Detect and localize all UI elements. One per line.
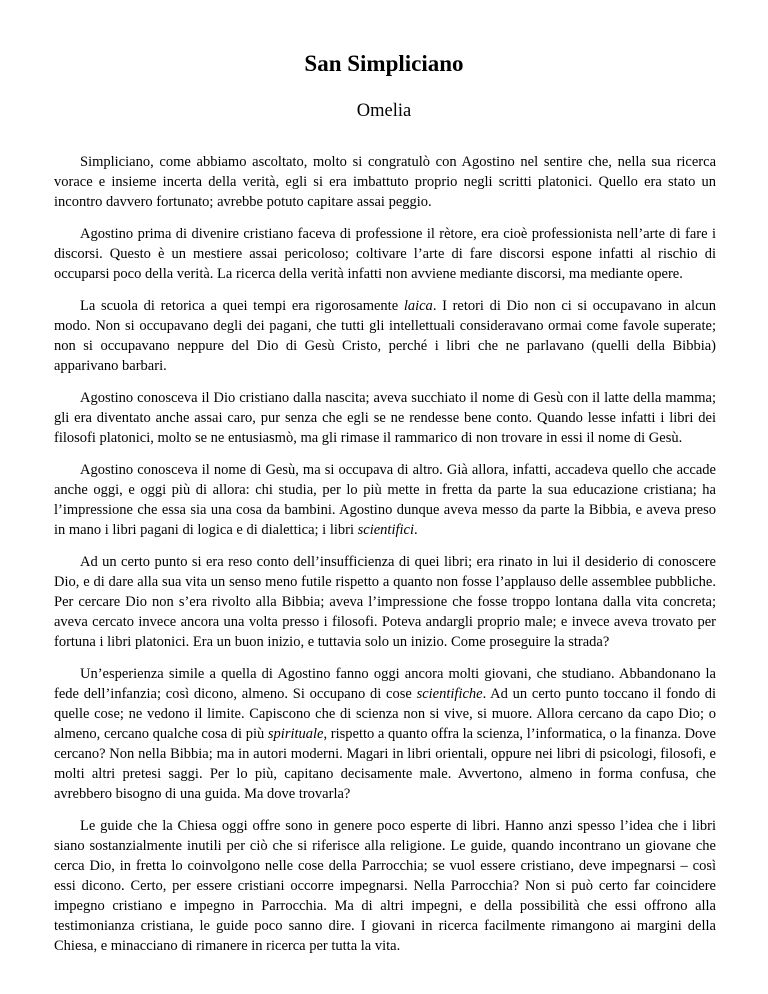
paragraph <box>54 552 716 652</box>
paragraph-text: Ad un certo punto si era reso conto dell’insufficienza di quei libri; era rinato in lui il desiderio di conoscere Dio, e di dare alla sua vita un senso meno futile rispetto a quanto non fosse l’applauso delle assemblee pubbliche. Per cercare Dio non s’era rivolto alla Bibbia; aveva l’impressione che fosse troppo lontana dalla vita concreta; aveva cercato invece ancora una volta presso i filosofi. Poteva andargli proprio male; e invece aveva trovato per fortuna i libri platonici. Era un buon inizio, e tuttavia solo un inizio. Come proseguire la strada? <box>54 554 716 650</box>
paragraph-text: Simpliciano, come abbiamo ascoltato, molto si congratulò con Agostino nel sentire che, nella sua ricerca vorace e insieme incerta della verità, egli si era imbattuto proprio negli scritti platonici. Quello era stato un incontro davvero fortunato; avrebbe potuto capitare assai peggio. <box>54 154 716 210</box>
paragraph-text: , rispetto a quanto offra la scienza, l’informatica, o la finanza. Dove cercano? Non nella Bibbia; ma in autori moderni. Magari in libri orientali, oppure nei libri di psicologi, filosofi, e molti altri pretesi saggi. Per lo più, capitano decisamente male. Avvertono, almeno in forma confusa, che avrebbero bisogno di una guida. Ma dove trovarla? <box>54 726 716 802</box>
emphasis-text: spirituale <box>267 726 324 742</box>
paragraph-text: Agostino prima di divenire cristiano faceva di professione il rètore, era cioè professionista nell’arte di fare i discorsi. Questo è un mestiere assai pericoloso; coltivare l’arte di fare discorsi espone infatti al rischio di occuparsi poco della verità. La ricerca della verità infatti non avviene mediante discorsi, ma mediante opere. <box>54 226 716 282</box>
paragraph <box>54 816 716 956</box>
paragraph <box>54 152 716 212</box>
paragraph-text: . I retori di Dio non ci si occupavano in alcun modo. Non si occupavano degli dei pagani, che tutti gli intellettuali consideravano ormai come favole superate; non si occupavano neppure del Dio di Gesù Cristo, perché i libri che ne parlavano (quelli della Bibbia) apparivano barbari. <box>54 298 716 374</box>
document-title: San Simpliciano <box>304 51 464 76</box>
paragraph-text: La scuola di retorica a quei tempi era rigorosamente <box>80 298 404 314</box>
emphasis-text: scientifiche <box>416 686 483 702</box>
paragraph <box>54 224 716 284</box>
paragraph <box>54 664 716 804</box>
emphasis-text: scientifici <box>357 522 414 538</box>
paragraph-text: Agostino conosceva il Dio cristiano dalla nascita; aveva succhiato il nome di Gesù con il latte della mamma; gli era diventato anche assai caro, pur senza che egli se ne rendesse bene conto. Quando lesse infatti i libri dei filosofi platonici, molto se ne entusiasmò, ma gli rimase il rammarico di non trovare in essi il nome di Gesù. <box>54 390 716 446</box>
paragraph-text: Un’esperienza simile a quella di Agostino fanno oggi ancora molti giovani, che studiano. Abbandonano la fede dell’infanzia; così dicono, almeno. Si occupano di cose <box>54 666 716 702</box>
paragraph-text: Agostino conosceva il nome di Gesù, ma si occupava di altro. Già allora, infatti, accadeva quello che accade anche oggi, e oggi più di allora: chi studia, per lo più mette in fretta da parte la sua educazione cristiana; ha l’impressione che essa sia una cosa da bambini. Agostino dunque aveva messo da parte la Bibbia, e aveva preso in mano i libri pagani di logica e di dialettica; i libri <box>54 462 716 538</box>
paragraph-text: . <box>414 522 418 538</box>
document-body <box>54 152 716 968</box>
emphasis-text: laica <box>403 298 433 314</box>
paragraph <box>54 296 716 376</box>
document-subtitle: Omelia <box>356 101 412 121</box>
paragraph-text: Le guide che la Chiesa oggi offre sono in genere poco esperte di libri. Hanno anzi spesso l’idea che i libri siano sostanzialmente inutili per ciò che si riferisce alla religione. Le guide, quando incontrano un giovane che cerca Dio, in fretta lo coinvolgono nelle cose della Parrocchia; se vuol essere cristiano, deve impegnarsi – così essi dicono. Certo, per essere cristiani occorre impegnarsi. Nella Parrocchia? Non si può certo far coincidere impegno cristiano e impegno in Parrocchia. Ma di altri impegni, e della possibilità che essi offrono alla testimonianza cristiana, le guide poco sanno dire. I giovani in ricerca facilmente rimangono ai margini della Chiesa, e minacciano di rimanere in ricerca per tutta la vita. <box>54 818 716 954</box>
paragraph <box>54 460 716 540</box>
paragraph <box>54 388 716 448</box>
paragraph-text: . Ad un certo punto toccano il fondo di quelle cose; ne vedono il limite. Capiscono che di scienza non si vive, si muore. Allora cercano da capo Dio; o almeno, cercano qualche cosa di più <box>54 686 717 742</box>
